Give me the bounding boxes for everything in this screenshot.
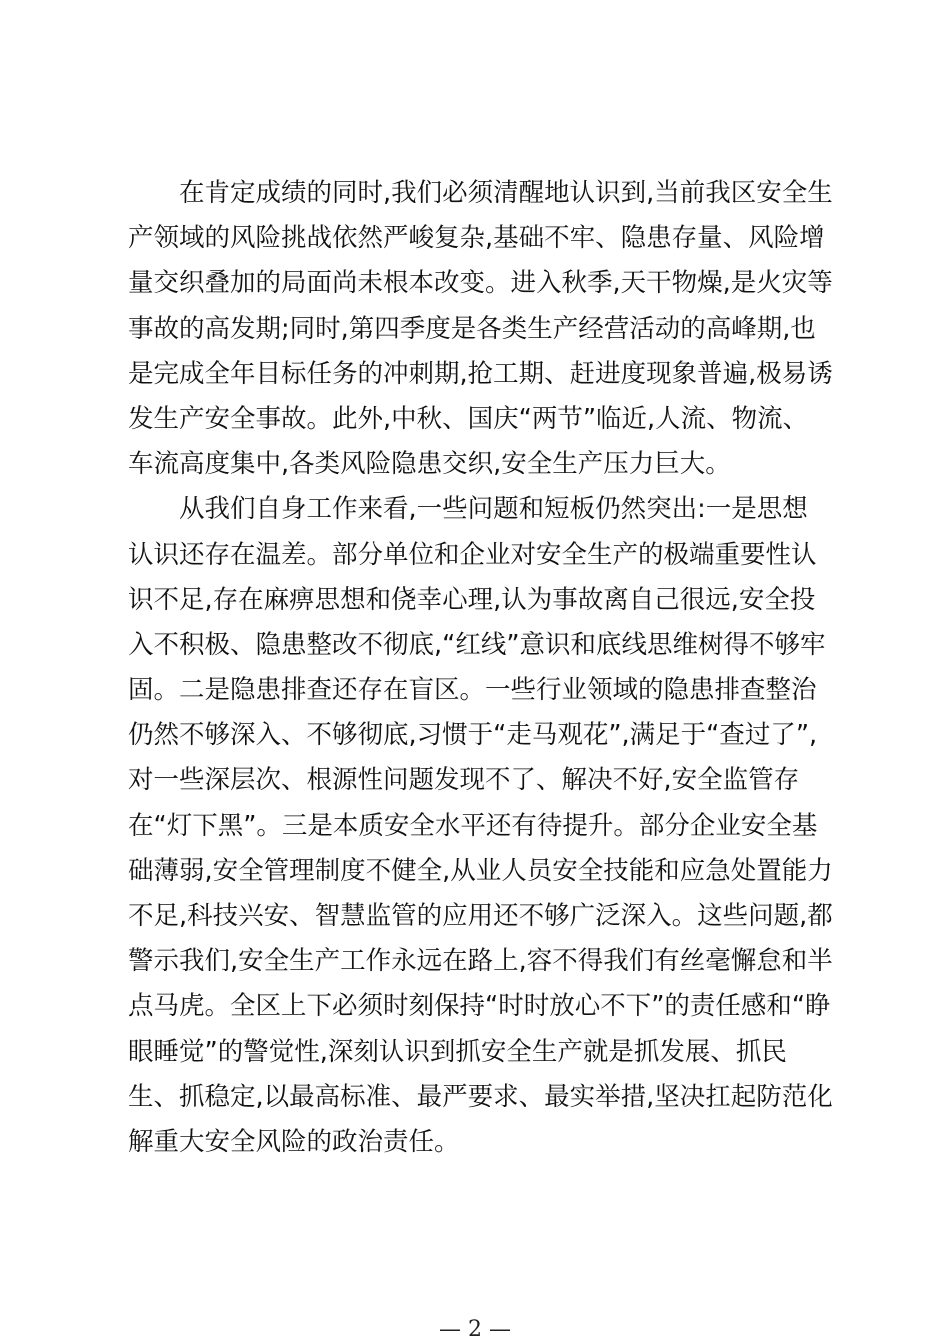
paragraph-2-line-8: 在“灯下黑”。三是本质安全水平还有待提升。部分企业安全基 <box>128 810 818 841</box>
document-body <box>128 171 838 1165</box>
paragraph-1-line-6: 发生产安全事故。此外,中秋、国庆“两节”临近,人流、物流、 <box>128 403 809 434</box>
paragraph-2-line-15: 解重大安全风险的政治责任。 <box>128 1126 460 1157</box>
paragraph-1-line-3: 量交织叠加的局面尚未根本改变。进入秋季,天干物燥,是火灾等 <box>128 268 833 299</box>
paragraph-2-line-1: 从我们自身工作来看,一些问题和短板仍然突出:一是思想 <box>179 494 808 525</box>
paragraph-1-line-4: 事故的高发期;同时,第四季度是各类生产经营活动的高峰期,也 <box>128 313 816 344</box>
paragraph-2-line-13: 眼睡觉”的警觉性,深刻认识到抓安全生产就是抓发展、抓民 <box>128 1036 787 1067</box>
paragraph-1-line-5: 是完成全年目标任务的冲刺期,抢工期、赶进度现象普遍,极易诱 <box>128 358 833 389</box>
paragraph-2-line-12: 点马虎。全区上下必须时刻保持“时时放心不下”的责任感和“睁 <box>128 991 831 1022</box>
paragraph-2-line-7: 对一些深层次、根源性问题发现不了、解决不好,安全监管存 <box>128 765 800 796</box>
paragraph-2-line-11: 警示我们,安全生产工作永远在路上,容不得我们有丝毫懈怠和半 <box>128 946 833 977</box>
paragraph-2-line-6: 仍然不够深入、不够彻底,习惯于“走马观花”,满足于“查过了”, <box>128 720 818 751</box>
paragraph-2-line-5: 固。二是隐患排查还存在盲区。一些行业领域的隐患排查整治 <box>128 675 817 706</box>
page-number: — 2 — <box>439 1317 511 1342</box>
paragraph-2-line-10: 不足,科技兴安、智慧监管的应用还不够广泛深入。这些问题,都 <box>128 901 833 931</box>
paragraph-1-line-1: 在肯定成绩的同时,我们必须清醒地认识到,当前我区安全生 <box>179 178 833 208</box>
paragraph-2-line-2: 认识还存在温差。部分单位和企业对安全生产的极端重要性认 <box>128 539 817 570</box>
paragraph-2-line-4: 入不积极、隐患整改不彻底,“红线”意识和底线思维树得不够牢 <box>128 629 826 660</box>
paragraph-2-line-3: 识不足,存在麻痹思想和侥幸心理,认为事故离自己很远,安全投 <box>128 584 816 615</box>
paragraph-2-line-9: 础薄弱,安全管理制度不健全,从业人员安全技能和应急处置能力 <box>128 855 833 886</box>
paragraph-2-line-14: 生、抓稳定,以最高标准、最严要求、最实举措,坚决扛起防范化 <box>128 1081 833 1112</box>
paragraph-1-line-7: 车流高度集中,各类风险隐患交织,安全生产压力巨大。 <box>128 449 731 480</box>
paragraph-1-line-2: 产领域的风险挑战依然严峻复杂,基础不牢、隐患存量、风险增 <box>128 223 825 254</box>
